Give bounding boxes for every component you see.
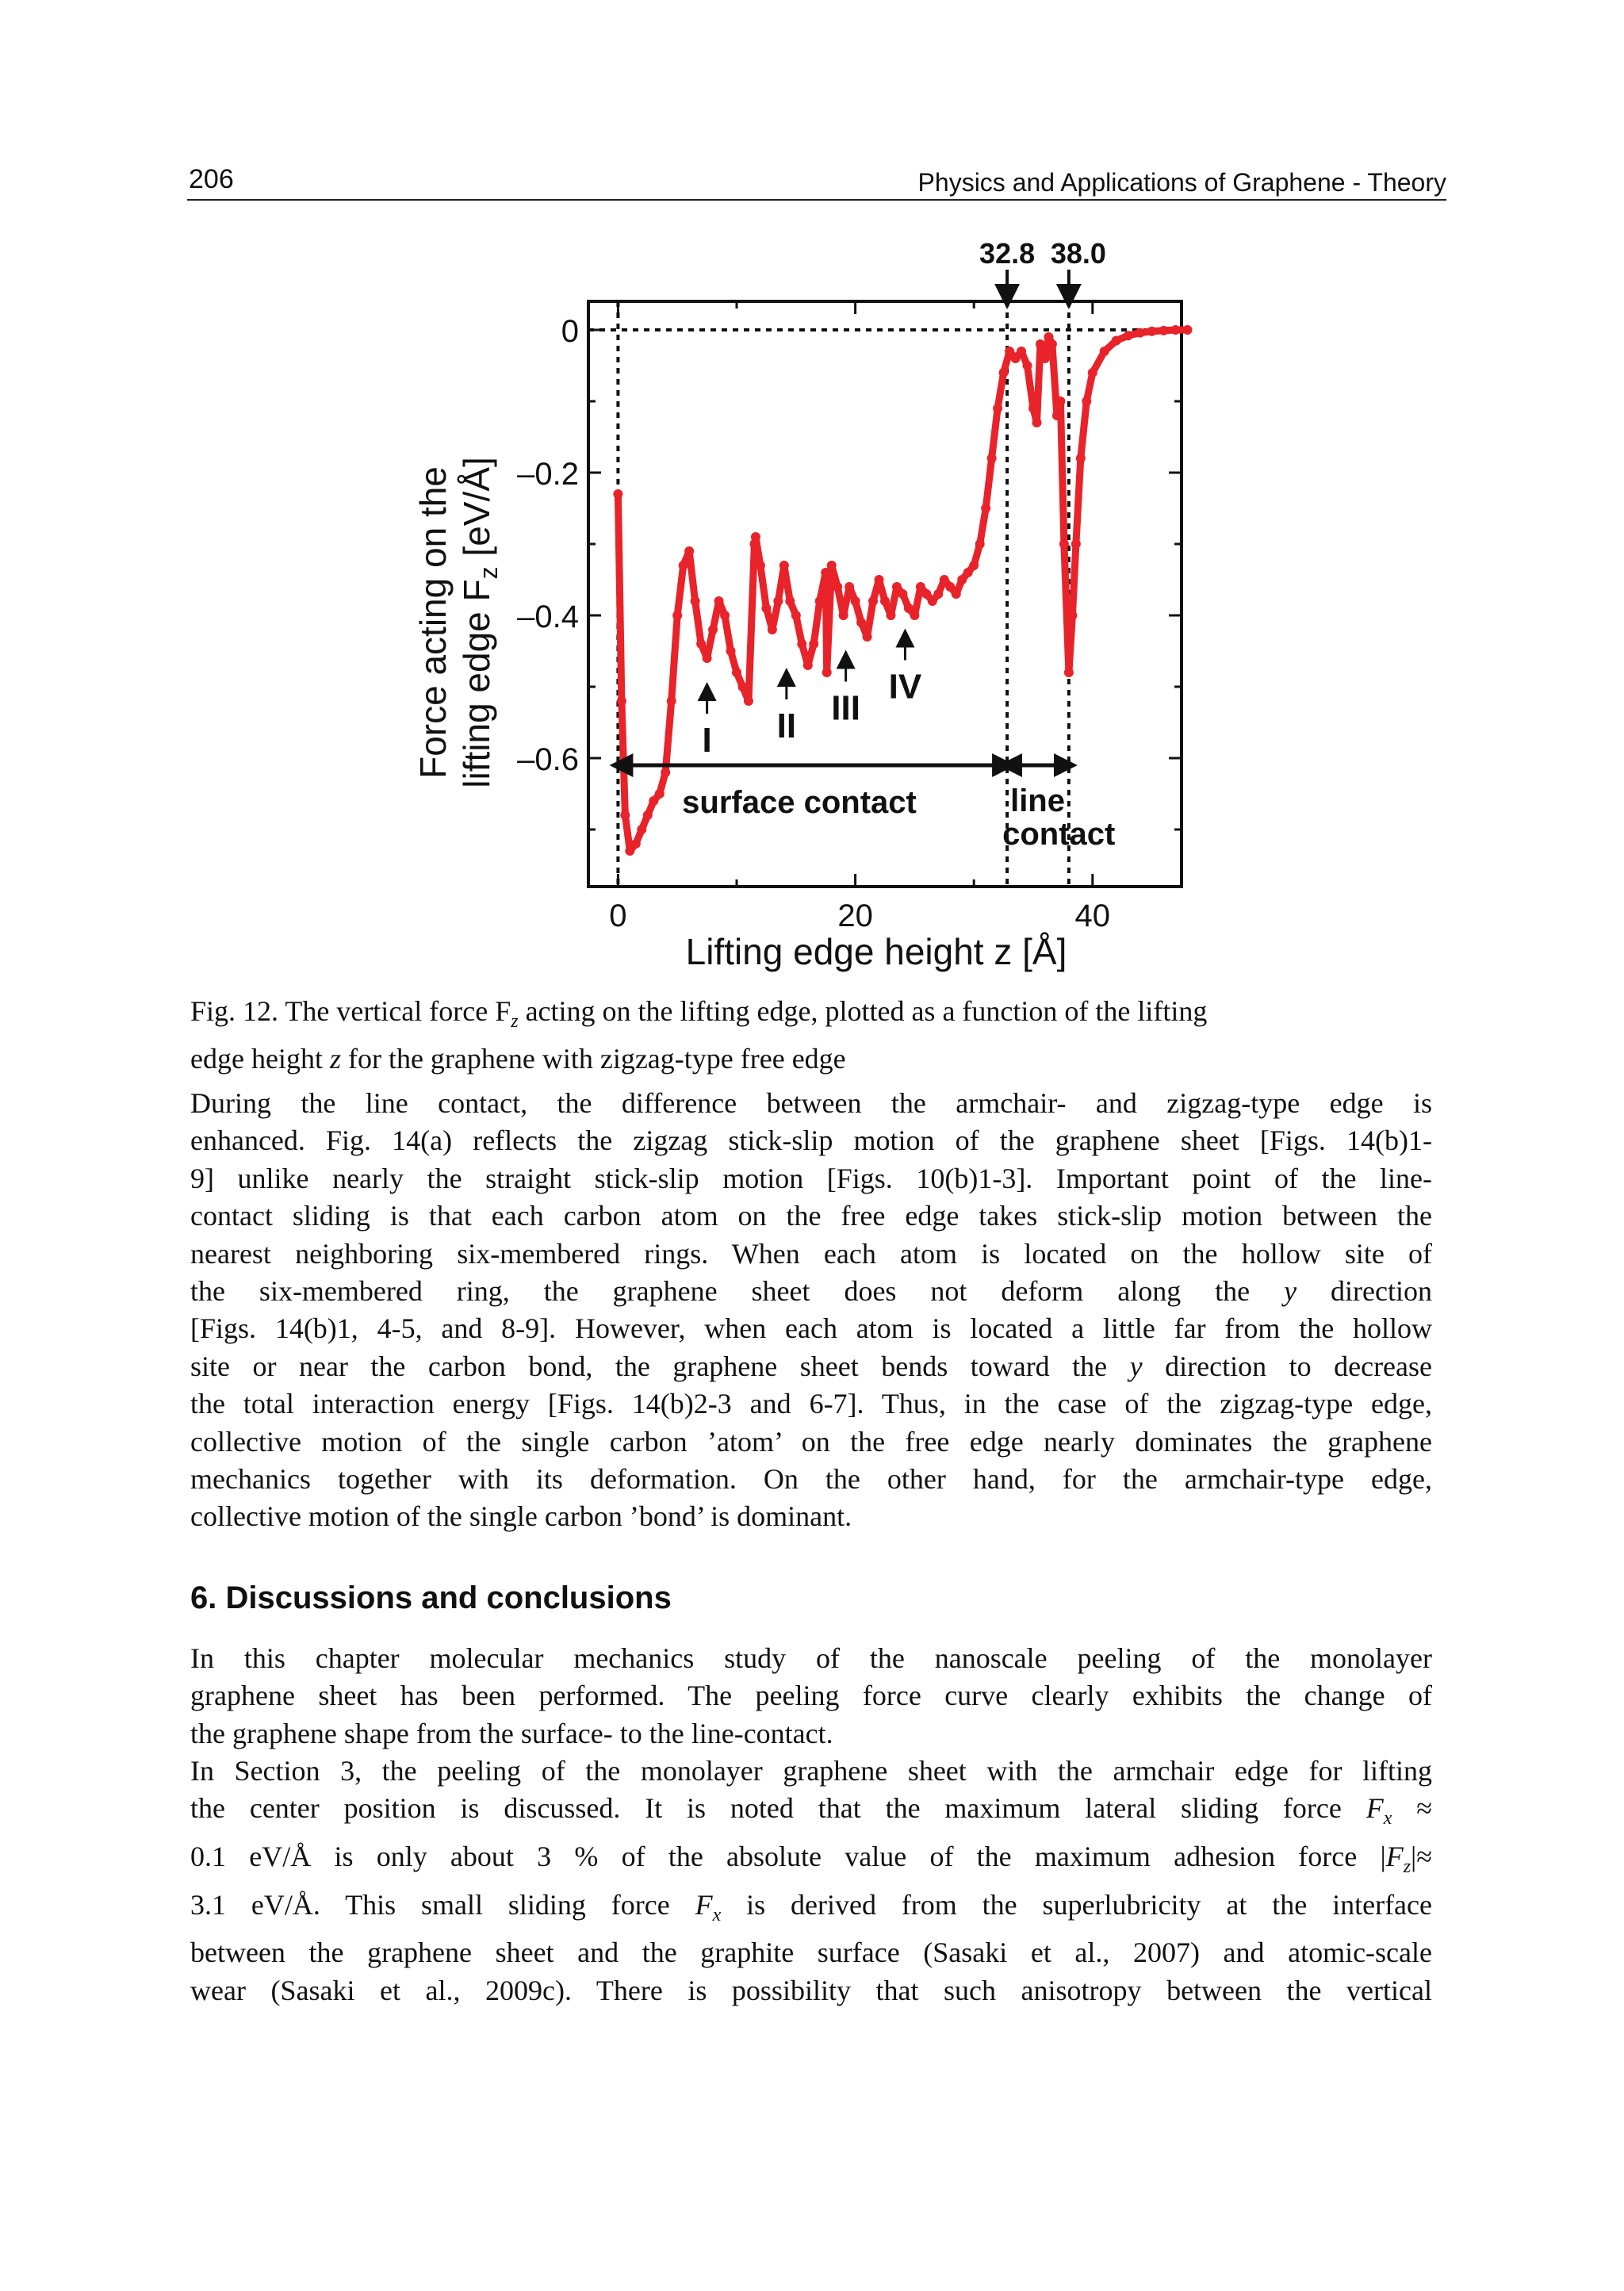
data-point [1059, 539, 1069, 549]
data-point [868, 596, 878, 606]
data-point [1032, 418, 1041, 427]
data-point [1052, 411, 1062, 420]
data-point [655, 789, 665, 799]
data-point [691, 596, 700, 606]
data-point [827, 561, 837, 570]
data-point [933, 589, 943, 599]
x-axis-label: Lifting edge height z [Å] [685, 931, 1067, 972]
page-number: 206 [189, 164, 234, 194]
data-point [809, 639, 818, 649]
data-point [732, 668, 741, 677]
top-marker-label: 38.0 [1050, 237, 1106, 270]
y-axis-label-line1: Force acting on the [412, 466, 454, 779]
top-marker-label: 32.8 [979, 237, 1036, 270]
text-line: 0.1 eV/Å is only about 3 % of the absolute value of the maximum adhesion force $|F_z|\approx$ [190, 1841, 1432, 1878]
data-point [679, 561, 688, 570]
data-point [620, 810, 630, 820]
data-point [696, 639, 706, 649]
data-point [1088, 368, 1097, 377]
data-point [661, 768, 670, 777]
data-point [839, 611, 848, 620]
paragraph-conclusion-intro [190, 1640, 1432, 1753]
data-point [744, 696, 753, 706]
data-point [856, 618, 866, 627]
data-point [703, 653, 712, 663]
data-point [708, 625, 718, 634]
data-point [720, 611, 730, 620]
data-point [779, 561, 789, 570]
data-point [637, 825, 646, 834]
data-point [898, 589, 907, 599]
data-point [1147, 327, 1157, 336]
data-point [617, 696, 626, 706]
region-label: contact [1002, 817, 1116, 852]
data-point [975, 539, 985, 549]
data-point [726, 646, 736, 656]
data-point [1076, 454, 1086, 463]
data-point [1017, 347, 1026, 356]
data-point [1048, 339, 1057, 349]
text-line: the six-membered ring, the graphene sheet does not deform along the y direction [190, 1275, 1432, 1308]
data-point [714, 596, 724, 606]
data-point [910, 611, 919, 620]
y-tick-label: –0.2 [517, 457, 579, 492]
text-line: [Figs. 14(b)1, 4-5, and 8-9]. However, when each atom is located a little far from the hollow [190, 1312, 1432, 1345]
data-point [880, 596, 890, 606]
data-point [791, 611, 801, 620]
data-point [851, 596, 860, 606]
paragraph-section3 [190, 1753, 1432, 2009]
region-label: line [1010, 783, 1065, 818]
text-line: graphene sheet has been performed. The peeling force curve clearly exhibits the change of [190, 1680, 1432, 1712]
text-line: site or near the carbon bond, the graphene sheet bends toward the y direction to decrease [190, 1350, 1432, 1382]
annotation-label: III [831, 688, 860, 728]
caption-line-2: edge height z for the graphene with zigzag-type free edge [190, 1043, 846, 1075]
data-point [1067, 611, 1077, 620]
data-point [822, 668, 832, 677]
text-line: During the line contact, the difference between the armchair- and zigzag-type edge is [190, 1087, 1432, 1119]
data-point [737, 682, 747, 692]
annotation-label: II [776, 707, 797, 745]
region-label: surface contact [682, 785, 917, 820]
data-point [756, 561, 765, 570]
data-point [1112, 336, 1121, 346]
data-point [803, 661, 813, 670]
section-heading: 6. Discussions and conclusions [190, 1580, 672, 1615]
x-tick-label: 20 [837, 898, 873, 933]
data-point [993, 404, 1002, 413]
data-point [643, 810, 653, 820]
figure-caption [190, 993, 1380, 1078]
text-line: 9] unlike nearly the straight stick-slip motion [Figs. 10(b)1-3]. Important point of the line- [190, 1162, 1432, 1194]
data-point [969, 561, 979, 570]
annotation-label: I [702, 721, 712, 760]
y-tick-label: –0.4 [517, 600, 579, 634]
annotation-label: IV [888, 667, 922, 707]
data-point [1023, 361, 1032, 370]
y-tick-label: –0.6 [517, 742, 579, 777]
data-point [751, 532, 760, 542]
text-line: In this chapter molecular mechanics study of the nanoscale peeling of the monolayer [190, 1642, 1432, 1674]
paragraph-line-contact [190, 1085, 1432, 1536]
x-tick-label: 40 [1074, 898, 1111, 933]
data-point [1182, 325, 1192, 335]
data-point [613, 489, 622, 499]
data-point [672, 611, 682, 620]
data-point [631, 839, 641, 849]
data-point [1082, 397, 1091, 406]
data-point [1159, 326, 1169, 335]
caption-line-1: Fig. 12. The vertical force $F_z$ acting on the lifting edge, plotted as a function of the lifting [190, 995, 1208, 1032]
data-point [999, 368, 1009, 377]
data-point [768, 625, 777, 634]
text-line: the center position is discussed. It is noted that the maximum lateral sliding force $F_x$ ≈ [190, 1792, 1433, 1829]
data-point [684, 546, 694, 556]
data-point [833, 582, 842, 592]
text-line: collective motion of the single carbon ’atom’ on the free edge nearly dominates the graphene [190, 1425, 1432, 1458]
text-line: nearest neighboring six-membered rings. When each atom is located on the hollow site of [190, 1237, 1432, 1270]
data-point [987, 454, 997, 463]
data-point [785, 596, 795, 606]
data-point [1040, 354, 1050, 363]
text-line: 3.1 eV/Å. This small sliding force $F_x$ is derived from the superlubricity at the interface [190, 1888, 1432, 1925]
data-point [1064, 668, 1074, 677]
data-point [667, 696, 676, 706]
data-point [1055, 397, 1065, 406]
data-point [1171, 325, 1181, 335]
text-line: contact sliding is that each carbon atom on the free edge takes stick-slip motion between the [190, 1200, 1432, 1232]
text-line: the graphene shape from the surface- to the line-contact. [190, 1717, 833, 1749]
x-tick-label: 0 [609, 898, 627, 933]
text-line: collective motion of the single carbon ’bond’ is dominant. [190, 1500, 852, 1533]
header-rule [187, 199, 1446, 201]
data-point [1100, 347, 1109, 356]
text-line: the total interaction energy [Figs. 14(b)2-3 and 6-7]. Thus, in the case of the zigzag-type edge, [190, 1388, 1432, 1420]
text-line: wear (Sasaki et al., 2009c). There is possibility that such anisotropy between the vertical [190, 1974, 1432, 2006]
data-point [773, 596, 783, 606]
data-point [1036, 339, 1045, 349]
data-point [1028, 404, 1038, 413]
y-axis-label-line2: lifting edge $F_z$ [eV/Å] [456, 457, 503, 788]
y-tick-label: 0 [561, 314, 579, 349]
data-point [761, 603, 771, 613]
data-point [952, 589, 961, 599]
data-point [863, 632, 872, 642]
data-point [981, 504, 990, 513]
data-point [845, 582, 854, 592]
text-line: mechanics together with its deformation. On the other hand, for the armchair-type edge, [190, 1463, 1432, 1496]
data-point [815, 596, 825, 606]
text-line: enhanced. Fig. 14(a) reflects the zigzag stick-slip motion of the graphene sheet [Figs. 14(b)1- [190, 1124, 1432, 1157]
data-point [797, 639, 806, 649]
text-line: In Section 3, the peeling of the monolayer graphene sheet with the armchair edge for lifting [190, 1755, 1432, 1787]
data-point [886, 611, 895, 620]
data-point [1124, 331, 1133, 340]
data-point [1071, 539, 1081, 549]
text-line: between the graphene sheet and the graphite surface (Sasaki et al., 2007) and atomic-scale [190, 1937, 1432, 1969]
data-point [1136, 328, 1145, 338]
running-title: Physics and Applications of Graphene - Theory [917, 168, 1446, 197]
force-chart [0, 222, 1624, 983]
data-point [875, 575, 884, 584]
